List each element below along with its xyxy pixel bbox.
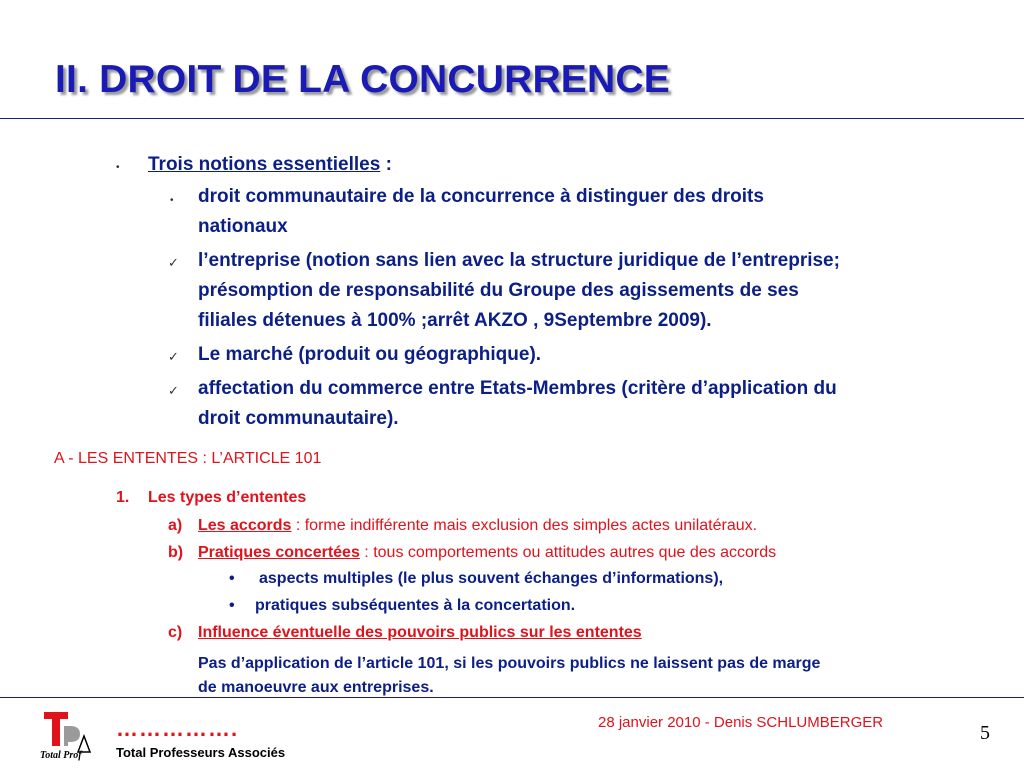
type-c-note-line: de manoeuvre aux entreprises. — [198, 679, 434, 696]
type-c-label: c) — [168, 624, 183, 641]
type-a — [198, 514, 757, 538]
type-c-term: Influence éventuelle des pouvoirs publics sur les ententes — [198, 624, 642, 641]
notion-item-1-line: nationaux — [198, 216, 288, 237]
slide-title: II. DROIT DE LA CONCURRENCE — [55, 58, 670, 101]
notion-item-2-line: l’entreprise (notion sans lien avec la structure juridique de l’entreprise; — [198, 250, 840, 271]
type-b-sub-1: aspects multiples (le plus souvent échanges d’informations), — [259, 570, 724, 587]
bullet-icon: • — [170, 195, 174, 206]
footer-divider — [0, 697, 1024, 698]
type-c-note-line: Pas d’application de l’article 101, si les pouvoirs publics ne laissent pas de marge — [198, 655, 821, 672]
types-heading: Les types d’ententes — [148, 489, 307, 506]
logo-caption: Total Prof — [40, 750, 82, 761]
notions-heading — [148, 150, 392, 180]
notions-heading-suffix: : — [380, 154, 392, 175]
notion-item-3: Le marché (produit ou géographique). — [198, 344, 542, 365]
section-a-heading: A - LES ENTENTES : L’ARTICLE 101 — [54, 450, 322, 467]
type-b-term: Pratiques concertées — [198, 544, 360, 561]
footer-dots: ……………. — [116, 716, 239, 741]
page-number: 5 — [980, 722, 990, 744]
type-a-label: a) — [168, 517, 183, 534]
type-a-term: Les accords — [198, 517, 292, 534]
type-b-sub-2: pratiques subséquentes à la concertation. — [255, 597, 576, 614]
footer-date-author: 28 janvier 2010 - Denis SCHLUMBERGER — [598, 714, 884, 731]
type-b — [198, 541, 776, 565]
notion-item-4 — [198, 374, 837, 434]
notion-item-2-line: filiales détenues à 100% ;arrêt AKZO , 9Septembre 2009). — [198, 310, 712, 331]
checkmark-icon: ✓ — [168, 255, 179, 270]
notions-heading-term: Trois notions essentielles — [148, 154, 381, 175]
bullet-icon: • — [229, 597, 235, 614]
notion-item-4-line: droit communautaire). — [198, 408, 399, 429]
title-divider — [0, 118, 1024, 119]
checkmark-icon: ✓ — [168, 349, 179, 364]
types-number: 1. — [116, 489, 130, 506]
notion-item-2-line: présomption de responsabilité du Groupe des agissements de ses — [198, 280, 799, 301]
footer-company: Total Professeurs Associés — [116, 745, 286, 760]
notion-item-4-line: affectation du commerce entre Etats-Membres (critère d’application du — [198, 378, 837, 399]
type-b-text: : tous comportements ou attitudes autres que des accords — [359, 544, 777, 561]
type-c-note — [198, 652, 820, 700]
bullet-icon: • — [229, 570, 235, 587]
notion-item-2 — [198, 246, 840, 336]
type-b-label: b) — [168, 544, 184, 561]
type-a-text: : forme indifférente mais exclusion des simples actes unilatéraux. — [291, 517, 758, 534]
notion-item-1-line: droit communautaire de la concurrence à distinguer des droits — [198, 186, 764, 207]
notion-item-1 — [198, 182, 764, 242]
checkmark-icon: ✓ — [168, 383, 179, 398]
bullet-icon: • — [116, 162, 120, 173]
